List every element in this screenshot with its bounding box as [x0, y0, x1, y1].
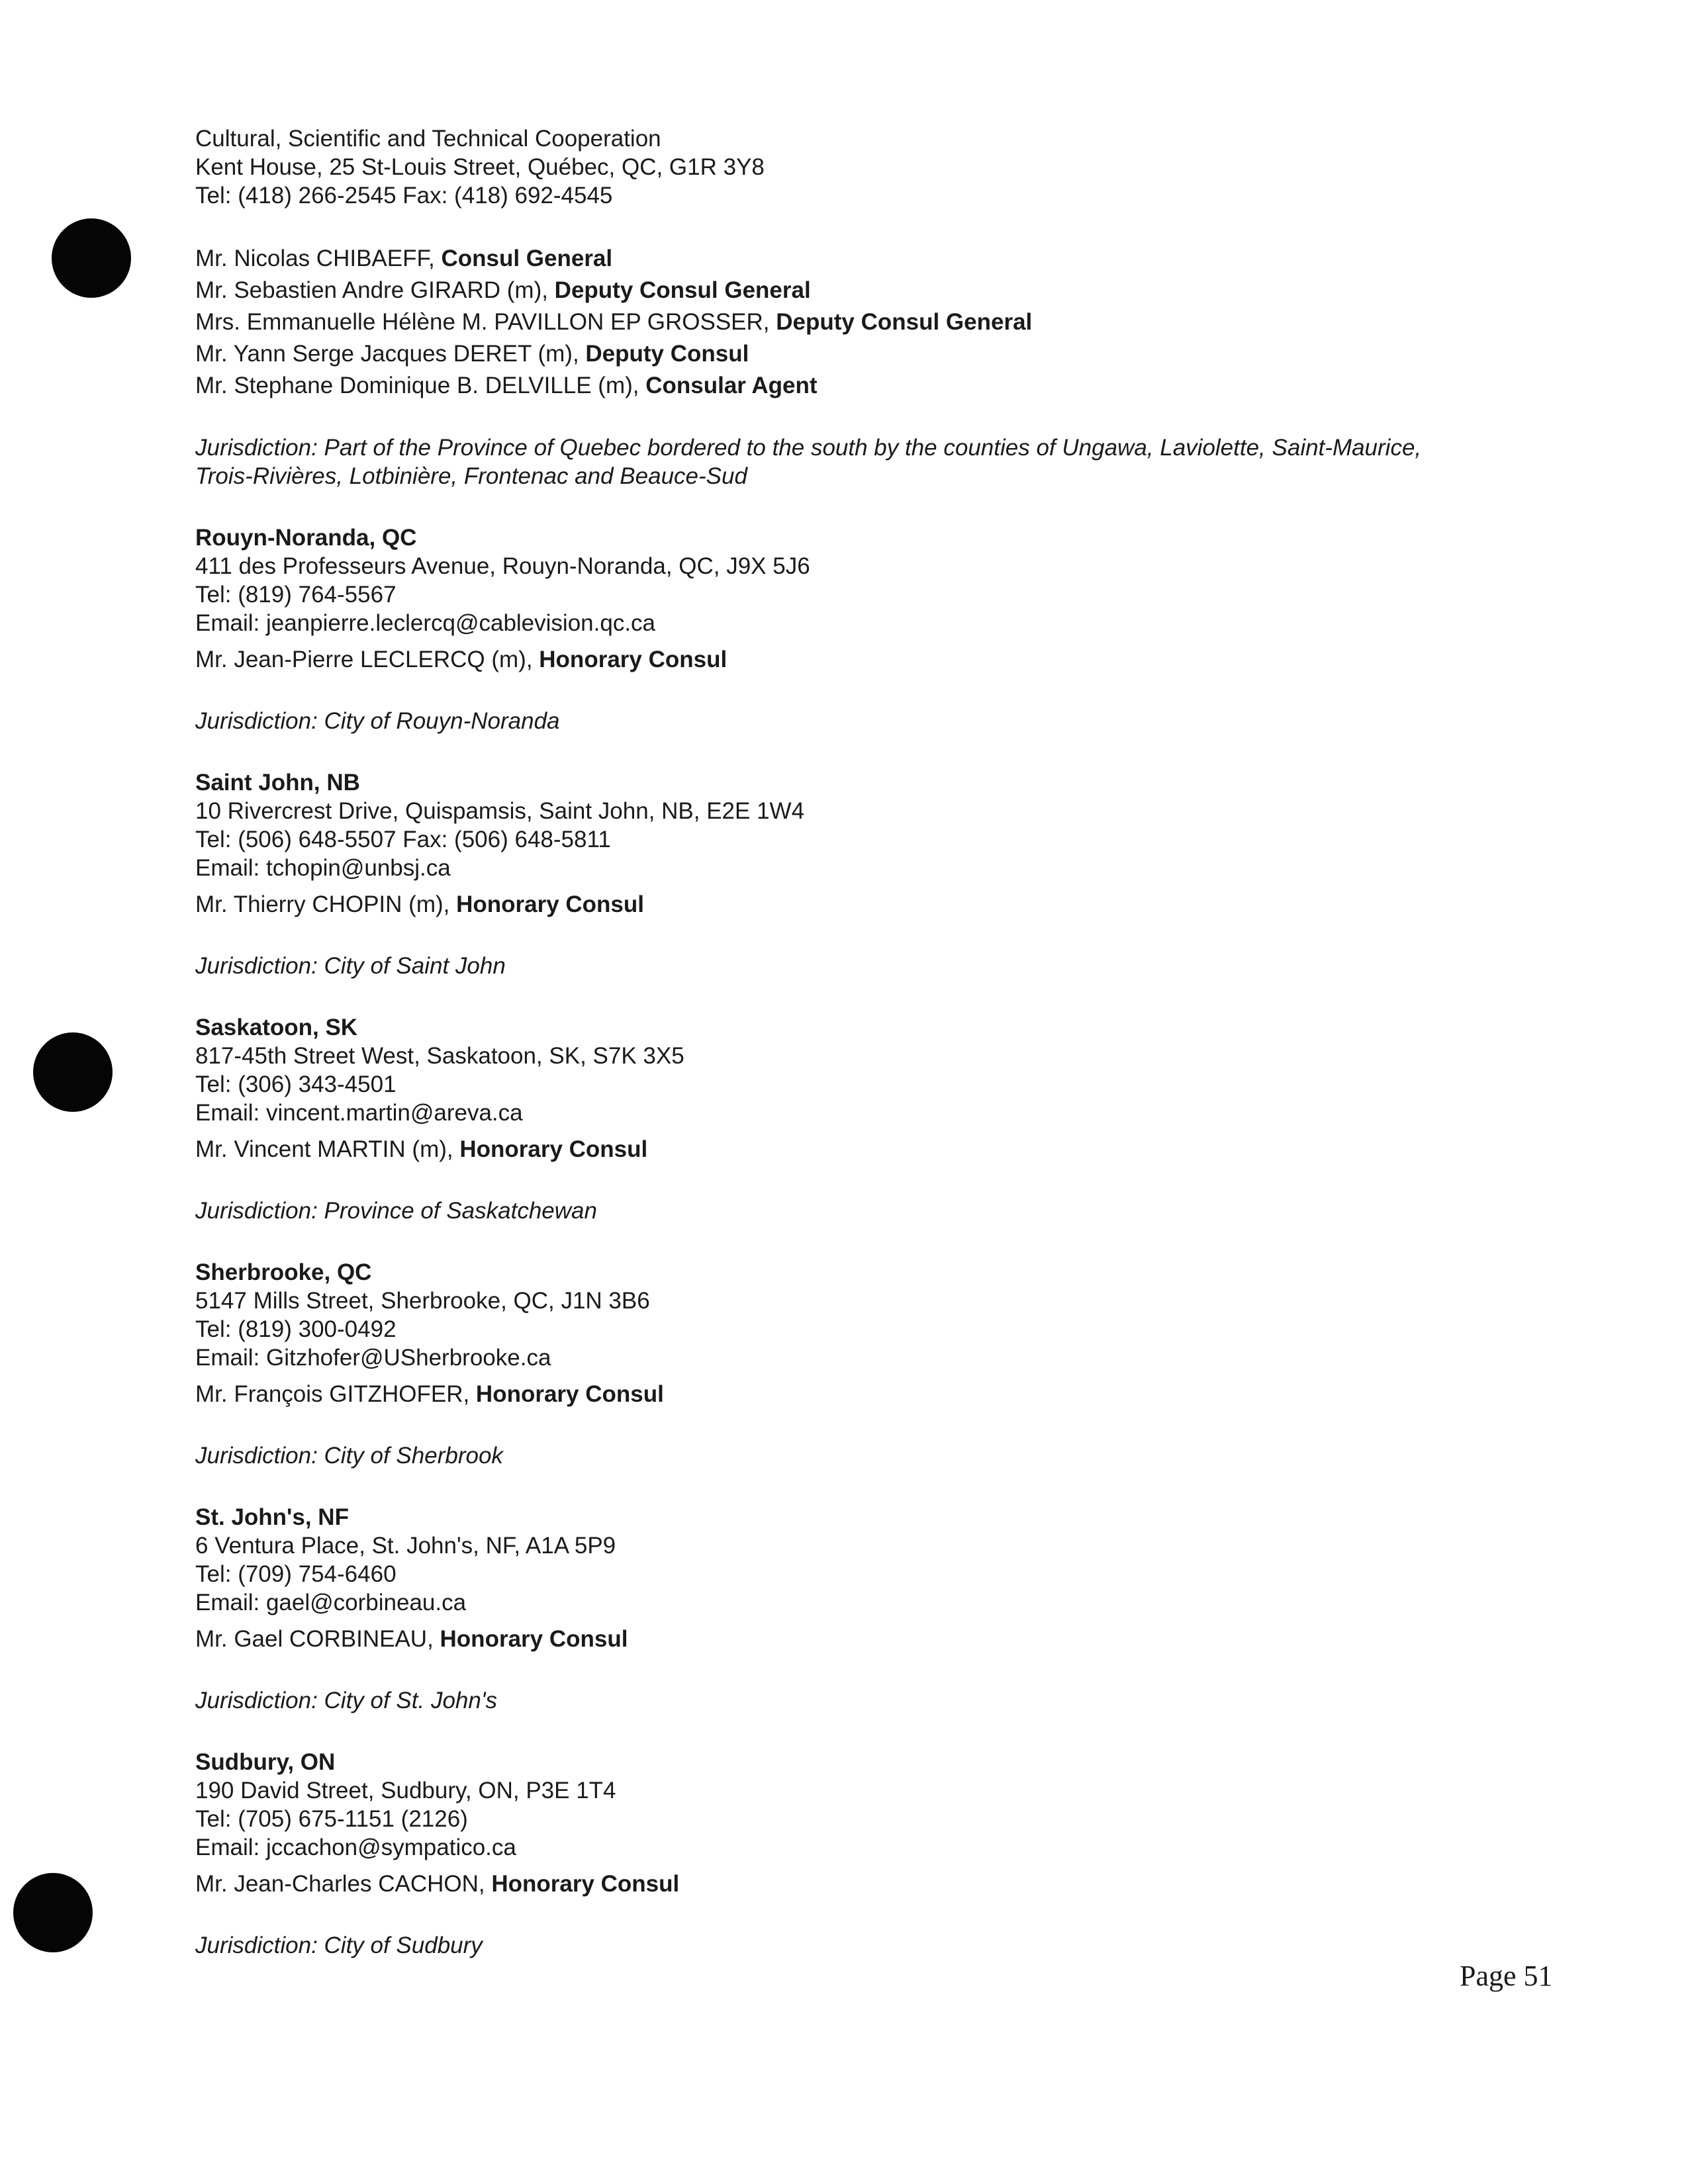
consulate-city: Saint John, NB: [195, 770, 360, 796]
consulate-section-saint-john: [195, 768, 1519, 980]
consulate-jurisdiction: Jurisdiction: City of Sudbury: [195, 1933, 483, 1958]
consulate-email: Email: jeanpierre.leclercq@cablevision.qc.ca: [195, 610, 656, 636]
consulate-city: Saskatoon, SK: [195, 1015, 358, 1040]
consul-entry: [195, 1135, 1519, 1163]
consulate-city: Rouyn-Noranda, QC: [195, 525, 417, 551]
staff-entry: [195, 243, 1519, 275]
consulate-address: 190 David Street, Sudbury, ON, P3E 1T4: [195, 1778, 616, 1803]
staff-name: Mr. Sebastien Andre GIRARD (m),: [195, 277, 555, 303]
jurisdiction-line: Trois-Rivières, Lotbinière, Frontenac and Beauce-Sud: [195, 463, 747, 489]
staff-name: Mr. Stephane Dominique B. DELVILLE (m),: [195, 373, 646, 398]
consulate-city: St. John's, NF: [195, 1504, 349, 1530]
quebec-office-header: [195, 124, 1519, 210]
punch-hole-top: [52, 218, 131, 298]
staff-title: Deputy Consul: [585, 341, 749, 367]
consulate-phone: Tel: (819) 300-0492: [195, 1316, 397, 1342]
consul-name: Mr. François GITZHOFER,: [195, 1381, 476, 1407]
consul-name: Mr. Gael CORBINEAU,: [195, 1626, 440, 1652]
consul-name: Mr. Thierry CHOPIN (m),: [195, 891, 457, 917]
office-phone: Tel: (418) 266-2545 Fax: (418) 692-4545: [195, 183, 613, 208]
consulate-city: Sherbrooke, QC: [195, 1259, 372, 1285]
consul-entry: [195, 645, 1519, 674]
consul-title: Honorary Consul: [491, 1871, 680, 1897]
consulate-email: Email: tchopin@unbsj.ca: [195, 855, 451, 881]
consul-entry: [195, 1380, 1519, 1408]
consulate-jurisdiction: Jurisdiction: City of Sherbrook: [195, 1443, 503, 1469]
document-body: [195, 124, 1519, 1960]
consulate-section-sherbrooke: [195, 1258, 1519, 1470]
consul-name: Mr. Jean-Pierre LECLERCQ (m),: [195, 647, 539, 672]
consul-name: Mr. Vincent MARTIN (m),: [195, 1136, 460, 1162]
quebec-staff-list: [195, 243, 1519, 402]
page-number: Page 51: [1460, 1960, 1553, 1992]
consul-title: Honorary Consul: [456, 891, 644, 917]
staff-entry: [195, 338, 1519, 370]
consulate-jurisdiction: Jurisdiction: City of Saint John: [195, 953, 506, 979]
consulate-phone: Tel: (705) 675-1151 (2126): [195, 1806, 468, 1832]
consul-entry: [195, 1870, 1519, 1898]
consulate-address: 6 Ventura Place, St. John's, NF, A1A 5P9: [195, 1533, 616, 1559]
consulate-address: 411 des Professeurs Avenue, Rouyn-Noranda, QC, J9X 5J6: [195, 553, 810, 579]
consul-entry: [195, 890, 1519, 919]
staff-entry: [195, 370, 1519, 402]
punch-hole-bottom: [13, 1873, 93, 1952]
quebec-jurisdiction: [195, 433, 1519, 490]
staff-title: Consular Agent: [645, 373, 818, 398]
staff-title: Deputy Consul General: [776, 309, 1033, 335]
consul-title: Honorary Consul: [539, 647, 727, 672]
consul-title: Honorary Consul: [459, 1136, 648, 1162]
consulate-phone: Tel: (306) 343-4501: [195, 1071, 397, 1097]
consulate-jurisdiction: Jurisdiction: Province of Saskatchewan: [195, 1198, 597, 1224]
consulate-city: Sudbury, ON: [195, 1749, 336, 1775]
staff-title: Consul General: [441, 246, 613, 271]
staff-entry: [195, 275, 1519, 306]
office-address: Kent House, 25 St-Louis Street, Québec, QC, G1R 3Y8: [195, 154, 765, 180]
jurisdiction-line: Jurisdiction: Part of the Province of Quebec bordered to the south by the counties of Ungawa, Laviolette, Saint-Maurice,: [195, 435, 1422, 461]
consulate-email: Email: jccachon@sympatico.ca: [195, 1835, 516, 1860]
staff-name: Mrs. Emmanuelle Hélène M. PAVILLON EP GROSSER,: [195, 309, 776, 335]
staff-name: Mr. Yann Serge Jacques DERET (m),: [195, 341, 586, 367]
consul-title: Honorary Consul: [475, 1381, 664, 1407]
consulate-section-saskatoon: [195, 1013, 1519, 1225]
consulate-jurisdiction: Jurisdiction: City of St. John's: [195, 1688, 498, 1713]
consulate-phone: Tel: (709) 754-6460: [195, 1561, 397, 1587]
consulate-address: 10 Rivercrest Drive, Quispamsis, Saint John, NB, E2E 1W4: [195, 798, 805, 824]
consulate-address: 817-45th Street West, Saskatoon, SK, S7K 3X5: [195, 1043, 684, 1069]
consulate-email: Email: gael@corbineau.ca: [195, 1590, 467, 1615]
consul-name: Mr. Jean-Charles CACHON,: [195, 1871, 492, 1897]
punch-hole-middle: [33, 1032, 113, 1112]
staff-entry: [195, 306, 1519, 338]
staff-title: Deputy Consul General: [554, 277, 811, 303]
office-name: Cultural, Scientific and Technical Cooperation: [195, 126, 661, 152]
consulate-email: Email: vincent.martin@areva.ca: [195, 1100, 523, 1126]
consulate-section-rouyn-noranda: [195, 523, 1519, 735]
consulate-phone: Tel: (819) 764-5567: [195, 582, 397, 608]
consulate-address: 5147 Mills Street, Sherbrooke, QC, J1N 3B6: [195, 1288, 650, 1314]
consulate-section-sudbury: [195, 1748, 1519, 1960]
staff-name: Mr. Nicolas CHIBAEFF,: [195, 246, 442, 271]
consul-entry: [195, 1625, 1519, 1653]
consulate-jurisdiction: Jurisdiction: City of Rouyn-Noranda: [195, 708, 560, 734]
consulate-phone: Tel: (506) 648-5507 Fax: (506) 648-5811: [195, 827, 611, 852]
consul-title: Honorary Consul: [440, 1626, 628, 1652]
consulate-email: Email: Gitzhofer@USherbrooke.ca: [195, 1345, 551, 1371]
consulate-section-st-johns: [195, 1503, 1519, 1715]
